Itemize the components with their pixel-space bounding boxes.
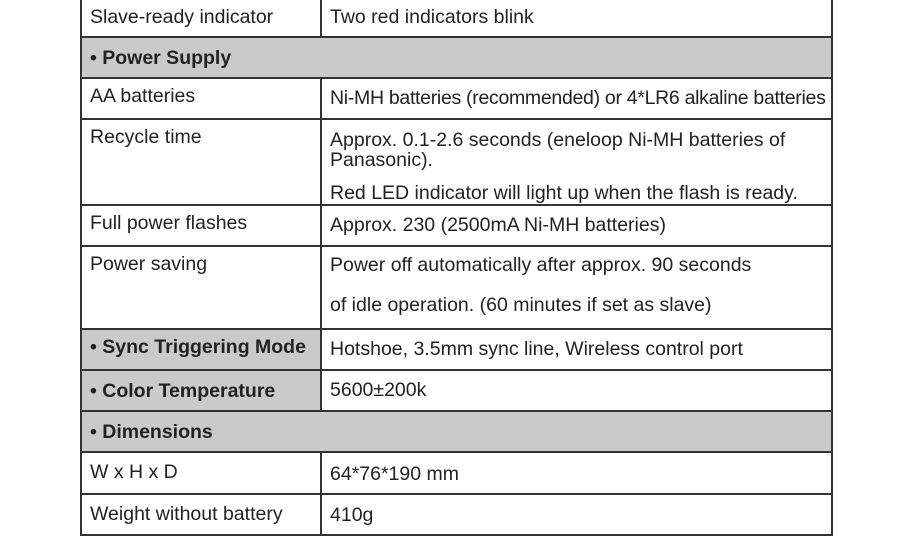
power-saving-label: Power saving [90,252,208,275]
row-value-cell [321,0,832,37]
aa-batteries-label: AA batteries [90,85,196,107]
table-row [81,78,832,119]
spec-table [80,0,833,536]
row-value-cell [321,494,832,535]
table-row [81,494,832,535]
section-header-cell [81,411,832,452]
row-label-cell [81,0,321,37]
row-label-cell [81,205,321,246]
slave-ready-value: Two red indicators blink [330,6,534,28]
table-row [81,119,832,205]
row-label-cell [81,78,321,119]
row-label-cell [81,370,321,411]
row-value-cell [321,329,832,370]
recycle-time-value-line1: Approx. 0.1-2.6 seconds (eneloop Ni-MH batteries of Panasonic). [330,129,786,171]
row-value-cell [321,452,832,494]
row-value-cell [321,246,832,329]
table-row [81,329,832,370]
recycle-time-label: Recycle time [90,126,202,148]
whd-value: 64*76*190 mm [330,462,459,485]
full-power-value: Approx. 230 (2500mA Ni-MH batteries) [330,213,666,236]
table-row [81,452,832,494]
section-header-cell [81,37,832,78]
table-row [81,0,832,37]
row-value-cell [321,119,832,205]
table-row [81,246,832,329]
weight-label: Weight without battery [90,502,283,525]
row-value-cell [321,370,832,411]
section-row [81,37,832,78]
sync-mode-label: • Sync Triggering Mode [90,335,306,358]
table-row [81,205,832,246]
table-row [81,370,832,411]
power-saving-value-line1: Power off automatically after approx. 90 seconds [330,253,752,276]
power-saving-value-line2: of idle operation. (60 minutes if set as slave) [330,294,712,316]
sync-mode-value: Hotshoe, 3.5mm sync line, Wireless control port [330,337,743,360]
row-label-cell [81,329,321,370]
recycle-time-value-line2: Red LED indicator will light up when the flash is ready. [330,182,798,204]
dimensions-heading: • Dimensions [90,420,213,443]
aa-batteries-value: Ni-MH batteries (recommended) or 4*LR6 alkaline batteries [330,87,826,109]
color-temp-value: 5600±200k [330,378,427,401]
slave-ready-label: Slave-ready indicator [90,6,274,28]
row-value-cell [321,78,832,119]
section-row [81,411,832,452]
color-temp-label: • Color Temperature [90,379,276,402]
row-label-cell [81,452,321,494]
row-label-cell [81,494,321,535]
row-label-cell [81,119,321,205]
whd-label: W x H x D [90,460,178,483]
weight-value: 410g [330,503,374,526]
power-supply-heading: • Power Supply [90,47,232,69]
full-power-label: Full power flashes [90,211,248,234]
row-value-cell [321,205,832,246]
row-label-cell [81,246,321,329]
